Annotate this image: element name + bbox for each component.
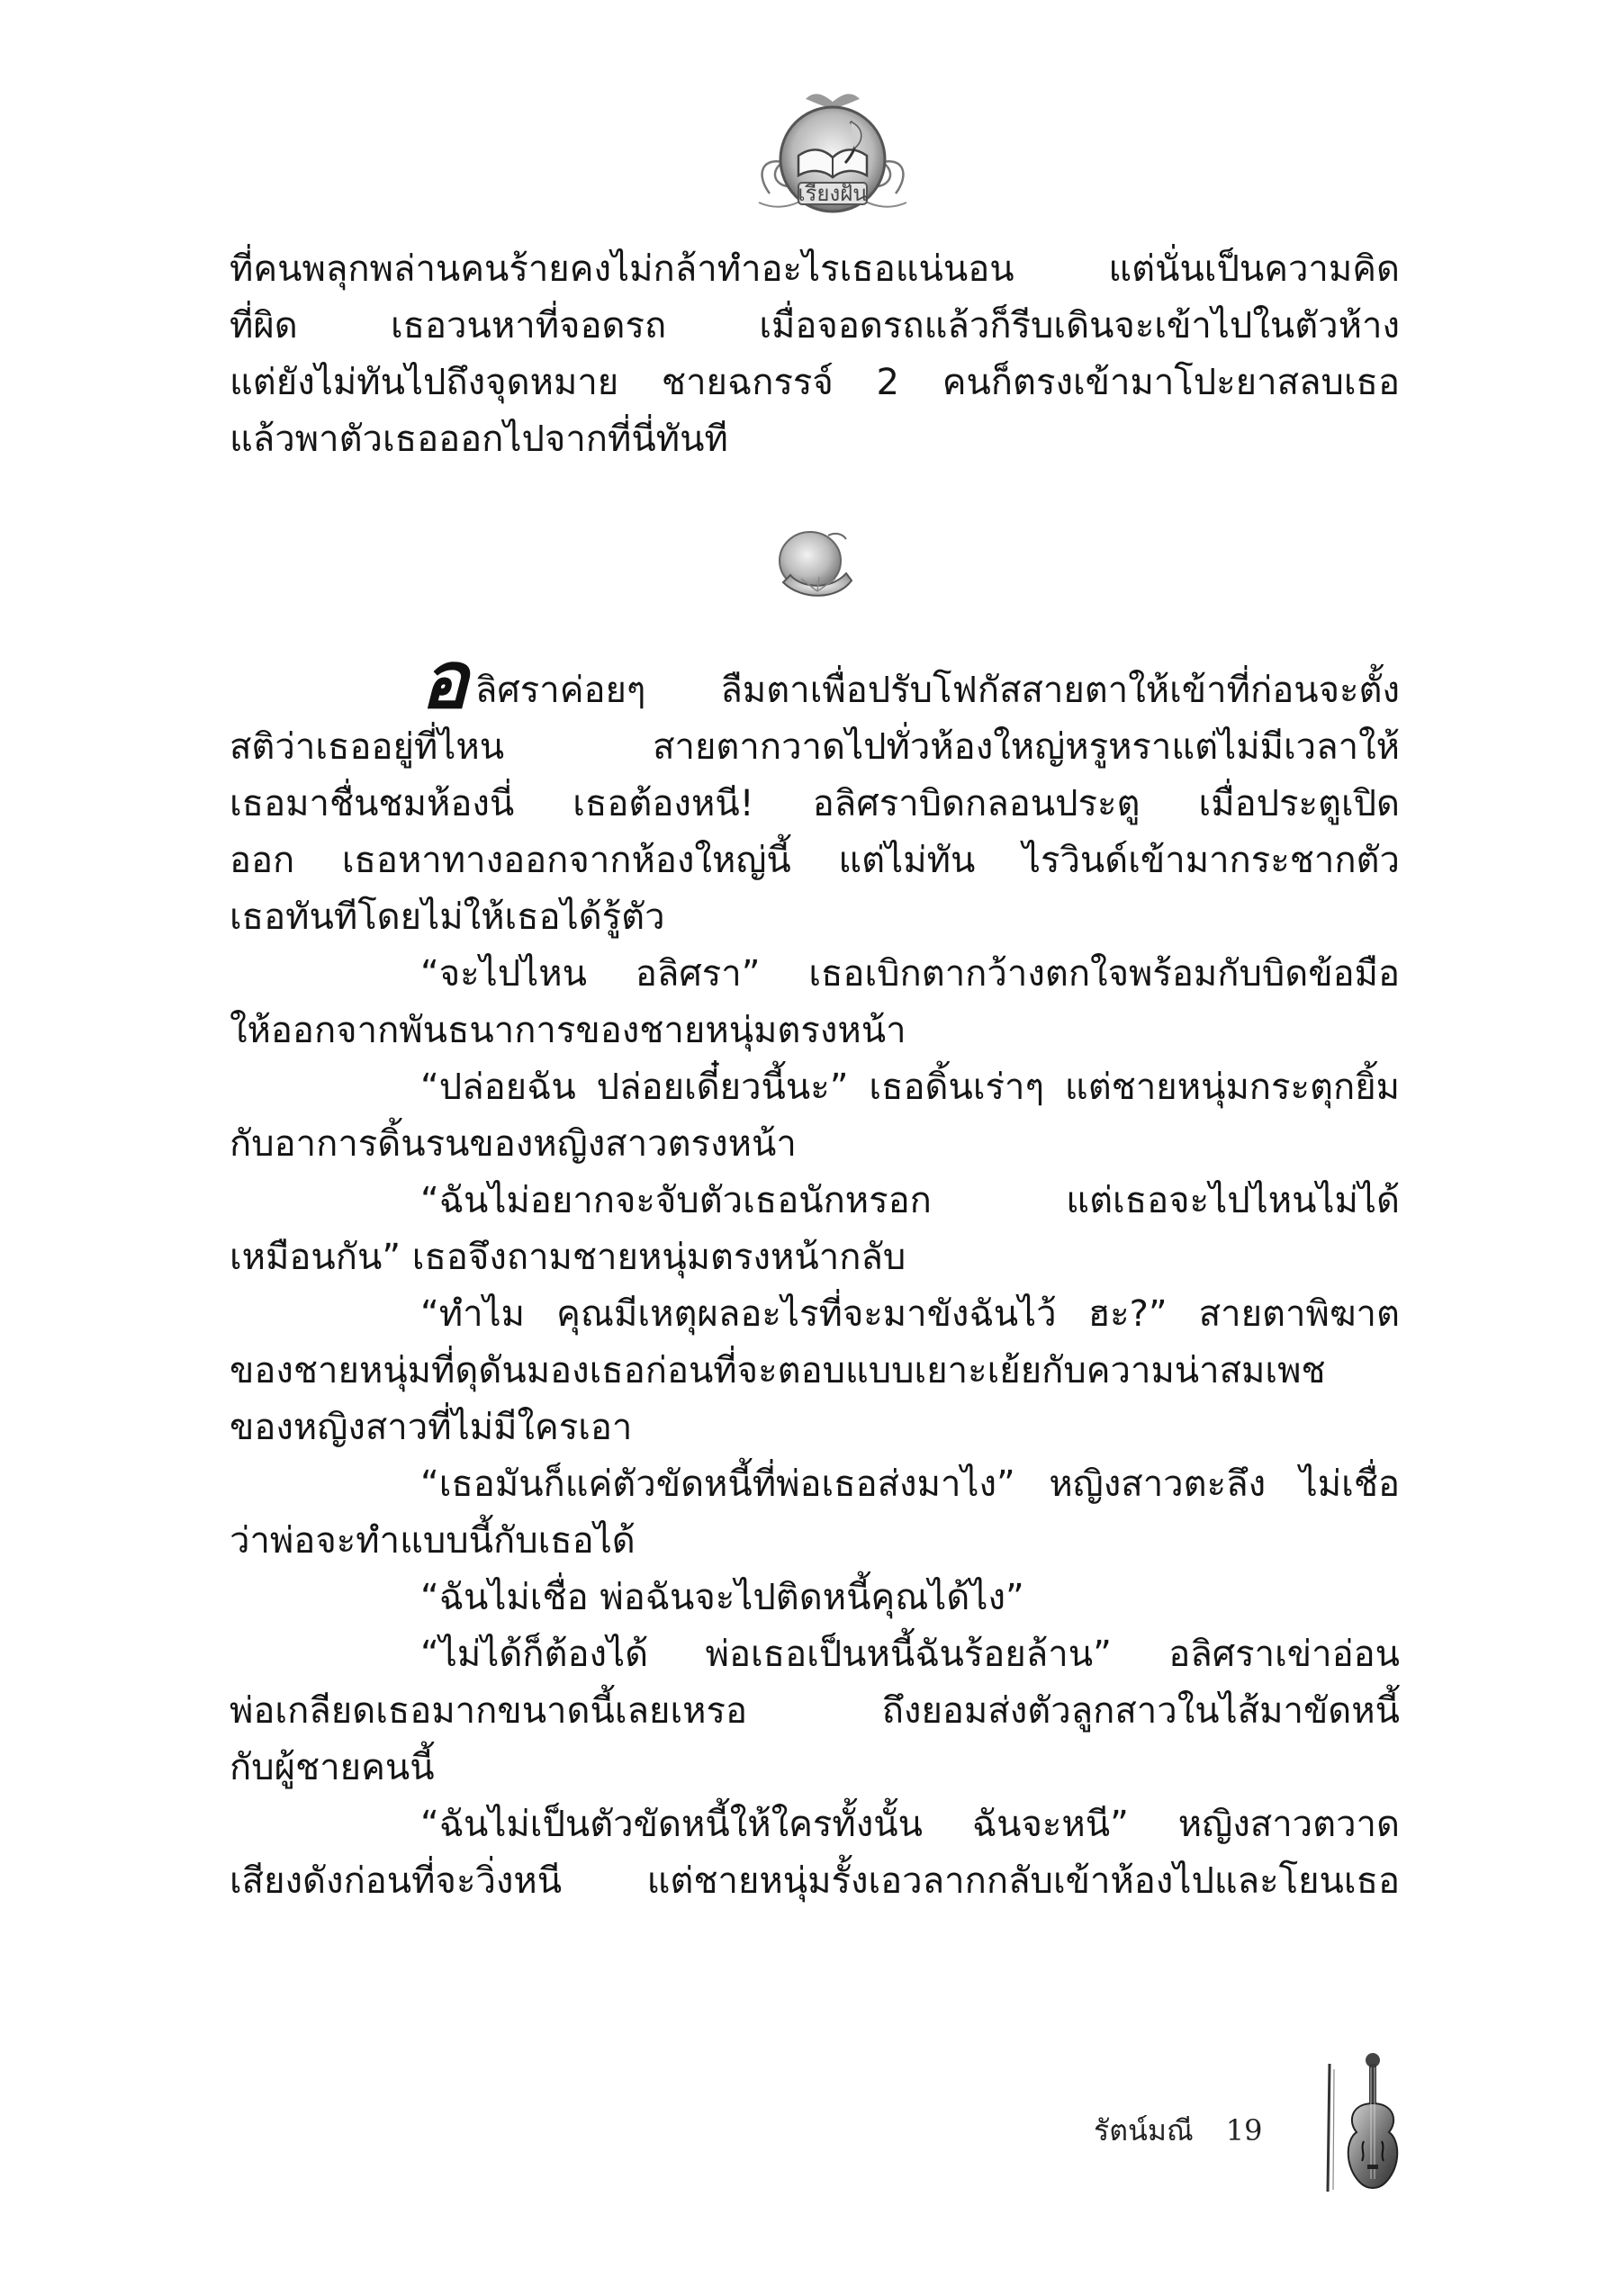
text-line: ให้ออกจากพันธนาการของชายหนุ่มตรงหน้า (230, 1010, 906, 1051)
text-line: “ฉันไม่อยากจะจับตัวเธอนักหรอก แต่เธอจะไปไหนไม่ได้ (420, 1180, 1400, 1221)
page-footer (1094, 2108, 1263, 2154)
text-line: ออก เธอหาทางออกจากห้องใหญ่นี้ แต่ไม่ทัน ไรวินด์เข้ามากระชากตัว (230, 840, 1400, 881)
opening-line (230, 633, 1400, 726)
text-line: ที่ผิด เธอวนหาที่จอดรถ เมื่อจอดรถแล้วก็รีบเดินจะเข้าไปในตัวห้าง (230, 305, 1400, 347)
text-line: “ไม่ได้ก็ต้องได้ พ่อเธอเป็นหนี้ฉันร้อยล้าน” อลิศราเข่าอ่อน (420, 1634, 1400, 1675)
author-name: รัตน์มณี (1094, 2113, 1194, 2147)
drop-cap: อ (420, 633, 468, 726)
text-line: ว่าพ่อจะทำแบบนี้กับเธอได้ (230, 1520, 636, 1562)
text-line: พ่อเกลียดเธอมากขนาดนี้เลยเหรอ ถึงยอมส่งตัวลูกสาวในไส้มาขัดหนี้ (230, 1690, 1400, 1732)
text-line: เสียงดังก่อนที่จะวิ่งหนี แต่ชายหนุ่มรั้งเอวลากกลับเข้าห้องไปและโยนเธอ (230, 1860, 1400, 1902)
text-line: เธอมาชื่นชมห้องนี่ เธอต้องหนี! อลิศราบิดกลอนประตู เมื่อประตูเปิด (230, 783, 1400, 824)
text-line: สติว่าเธออยู่ที่ไหน สายตากวาดไปทั่วห้องใหญ่หรูหราแต่ไม่มีเวลาให้ (230, 726, 1400, 768)
page-number: 19 (1225, 2113, 1263, 2147)
text-line: “ฉันไม่เป็นตัวขัดหนี้ให้ใครทั้งนั้น ฉันจะหนี” หญิงสาวตวาด (420, 1804, 1400, 1845)
chapter-section (230, 633, 1400, 1910)
text-line: ที่คนพลุกพล่านคนร้ายคงไม่กล้าทำอะไรเธอแน่นอน แต่นั่นเป็นความคิด (230, 248, 1400, 290)
text-line: แต่ยังไม่ทันไปถึงจุดหมาย ชายฉกรรจ์ 2 คนก็ตรงเข้ามาโปะยาสลบเธอ (230, 362, 1400, 403)
violin-icon (1310, 2048, 1409, 2201)
text-line: กับผู้ชายคนนี้ (230, 1747, 435, 1788)
paragraph-continued (230, 241, 1400, 468)
text-line: ลิศราค่อยๆ ลืมตาเพื่อปรับโฟกัสสายตาให้เข้าที่ก่อนจะตั้ง (474, 670, 1400, 711)
text-line: “เธอมันก็แค่ตัวขัดหนี้ที่พ่อเธอส่งมาไง” หญิงสาวตะลึง ไม่เชื่อ (420, 1463, 1400, 1505)
emblem-label: เรียงฝัน (798, 181, 868, 206)
text-line: กับอาการดิ้นรนของหญิงสาวตรงหน้า (230, 1123, 797, 1165)
text-line: แล้วพาตัวเธอออกไปจากที่นี่ทันที (230, 419, 728, 460)
text-line: “ปล่อยฉัน ปล่อยเดี๋ยวนี้นะ” เธอดิ้นเร่าๆ แต่ชายหนุ่มกระตุกยิ้ม (420, 1067, 1400, 1108)
text-line: “ทำไม คุณมีเหตุผลอะไรที่จะมาขังฉันไว้ ฮะ?” สายตาพิฆาต (420, 1293, 1400, 1335)
text-line: “จะไปไหน อลิศรา” เธอเบิกตากว้างตกใจพร้อมกับบิดข้อมือ (420, 953, 1400, 995)
text-line: ของหญิงสาวที่ไม่มีใครเอา (230, 1407, 633, 1448)
text-line: ของชายหนุ่มที่ดุดันมองเธอก่อนที่จะตอบแบบเยาะเย้ยกับความน่าสมเพช (230, 1350, 1326, 1391)
text-line: เธอทันทีโดยไม่ให้เธอได้รู้ตัว (230, 896, 665, 938)
book-emblem-icon (752, 86, 914, 230)
text-line: เหมือนกัน” เธอจึงถามชายหนุ่มตรงหน้ากลับ (230, 1237, 906, 1278)
orange-slice-icon (774, 527, 857, 602)
text-line: “ฉันไม่เชื่อ พ่อฉันจะไปติดหนี้คุณได้ไง” (420, 1577, 1024, 1618)
